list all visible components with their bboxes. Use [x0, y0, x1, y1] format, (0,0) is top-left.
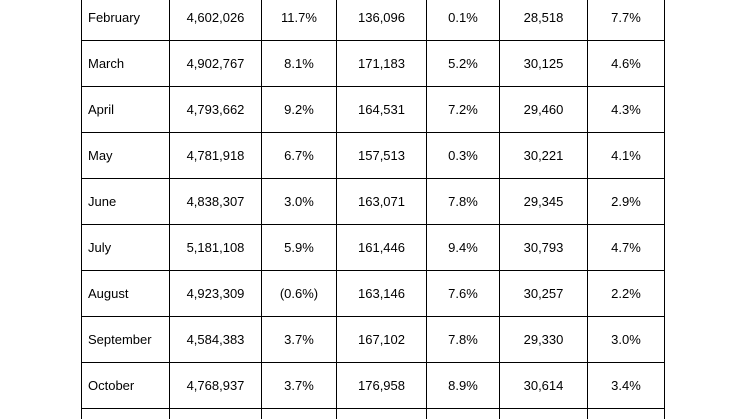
value-cell: 29,460 — [500, 87, 588, 133]
value-cell: 30,221 — [500, 133, 588, 179]
table-row-partial — [82, 409, 665, 419]
table-row — [82, 179, 665, 225]
value-cell: 4,602,026 — [170, 0, 262, 41]
empty-cell — [500, 409, 588, 419]
table-row — [82, 317, 665, 363]
empty-cell — [262, 409, 337, 419]
percent-cell: 5.9% — [262, 225, 337, 271]
percent-cell: 4.6% — [588, 41, 665, 87]
table-row — [82, 133, 665, 179]
percent-cell: 3.4% — [588, 363, 665, 409]
empty-cell — [337, 409, 427, 419]
month-cell: April — [82, 87, 170, 133]
table-body — [82, 0, 665, 419]
percent-cell: 9.4% — [427, 225, 500, 271]
value-cell: 30,257 — [500, 271, 588, 317]
month-cell: August — [82, 271, 170, 317]
table-row — [82, 0, 665, 41]
percent-cell: 11.7% — [262, 0, 337, 41]
value-cell: 4,768,937 — [170, 363, 262, 409]
value-cell: 4,923,309 — [170, 271, 262, 317]
percent-cell: 7.6% — [427, 271, 500, 317]
value-cell: 4,584,383 — [170, 317, 262, 363]
empty-cell — [82, 409, 170, 419]
percent-cell: 9.2% — [262, 87, 337, 133]
percent-cell: 3.7% — [262, 317, 337, 363]
value-cell: 164,531 — [337, 87, 427, 133]
empty-cell — [170, 409, 262, 419]
month-cell: September — [82, 317, 170, 363]
table-row — [82, 363, 665, 409]
percent-cell: 6.7% — [262, 133, 337, 179]
value-cell: 30,614 — [500, 363, 588, 409]
value-cell: 29,345 — [500, 179, 588, 225]
value-cell: 30,125 — [500, 41, 588, 87]
table-row — [82, 87, 665, 133]
percent-cell: 2.2% — [588, 271, 665, 317]
value-cell: 28,518 — [500, 0, 588, 41]
percent-cell: 0.3% — [427, 133, 500, 179]
percent-cell: 8.1% — [262, 41, 337, 87]
percent-cell: 7.7% — [588, 0, 665, 41]
table-row — [82, 225, 665, 271]
value-cell: 4,838,307 — [170, 179, 262, 225]
value-cell: 5,181,108 — [170, 225, 262, 271]
value-cell: 4,781,918 — [170, 133, 262, 179]
percent-cell: 4.7% — [588, 225, 665, 271]
percent-cell: 4.1% — [588, 133, 665, 179]
percent-cell: 3.0% — [262, 179, 337, 225]
value-cell: 4,793,662 — [170, 87, 262, 133]
month-cell: October — [82, 363, 170, 409]
percent-cell: 2.9% — [588, 179, 665, 225]
percent-cell: 5.2% — [427, 41, 500, 87]
month-cell: February — [82, 0, 170, 41]
percent-cell: 7.2% — [427, 87, 500, 133]
month-cell: June — [82, 179, 170, 225]
value-cell: 157,513 — [337, 133, 427, 179]
percent-cell: 3.7% — [262, 363, 337, 409]
percent-cell: 7.8% — [427, 179, 500, 225]
monthly-stats-table — [81, 0, 665, 419]
value-cell: 161,446 — [337, 225, 427, 271]
value-cell: 163,071 — [337, 179, 427, 225]
value-cell: 167,102 — [337, 317, 427, 363]
value-cell: 136,096 — [337, 0, 427, 41]
value-cell: 30,793 — [500, 225, 588, 271]
value-cell: 4,902,767 — [170, 41, 262, 87]
month-cell: March — [82, 41, 170, 87]
percent-cell: 7.8% — [427, 317, 500, 363]
empty-cell — [588, 409, 665, 419]
empty-cell — [427, 409, 500, 419]
table-row — [82, 271, 665, 317]
percent-cell: 0.1% — [427, 0, 500, 41]
value-cell: 163,146 — [337, 271, 427, 317]
percent-cell: 4.3% — [588, 87, 665, 133]
percent-cell: 8.9% — [427, 363, 500, 409]
month-cell: May — [82, 133, 170, 179]
percent-cell: 3.0% — [588, 317, 665, 363]
month-cell: July — [82, 225, 170, 271]
table-row — [82, 41, 665, 87]
value-cell: 29,330 — [500, 317, 588, 363]
value-cell: 176,958 — [337, 363, 427, 409]
value-cell: 171,183 — [337, 41, 427, 87]
percent-cell: (0.6%) — [262, 271, 337, 317]
